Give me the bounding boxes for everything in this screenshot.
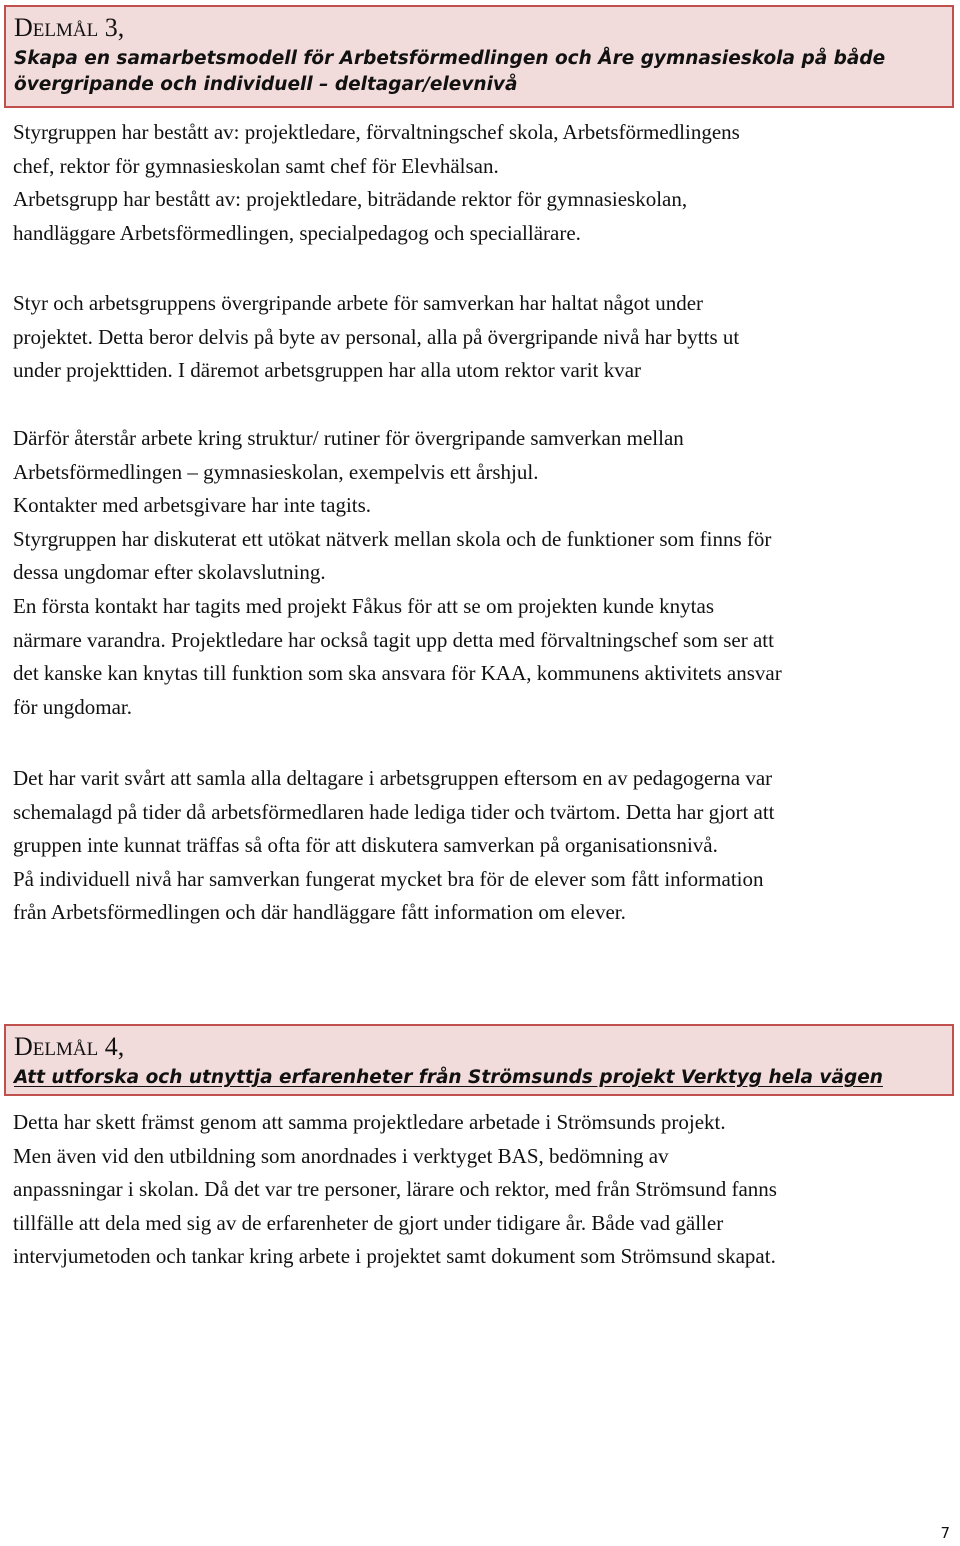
text-line: Därför återstår arbete kring struktur/ rutiner för övergripande samverkan mellan [13,426,684,450]
text-line: intervjumetoden och tankar kring arbete i projektet samt dokument som Strömsund skapat. [13,1244,776,1269]
text-line: det kanske kan knytas till funktion som ska ansvara för KAA, kommunens aktivitets ansvar [13,661,782,686]
delmal-4-title-number: 4, [98,1032,125,1061]
text-line: gruppen inte kunnat träffas så ofta för att diskutera samverkan på organisationsnivå. [13,833,718,858]
text-line: Men även vid den utbildning som anordnades i verktyget BAS, bedömning av [13,1143,669,1168]
paragraph-svart-att-samla [13,762,958,930]
delmal-3-title-rest: ELMÅL [32,20,99,41]
text-line: tillfälle att dela med sig av de erfarenheter de gjort under tidigare år. Både vad gäller [13,1210,724,1235]
text-line: Kontakter med arbetsgivare har inte tagits. [13,493,372,518]
text-line: projektet. Detta beror delvis på byte av personal, alla på övergripande nivå har bytts ut [13,324,740,349]
text-line: under projekttiden. I däremot arbetsgruppen har alla utom rektor varit kvar [13,358,642,383]
text-line: chef, rektor för gymnasieskolan samt chef för Elevhälsan. [13,153,499,178]
text-line: från Arbetsförmedlingen och där handläggare fått information om elever. [13,900,626,925]
delmal-4-title-initial: D [14,1032,33,1061]
delmal-4-subtitle: Att utforska och utnyttja erfarenheter från Strömsunds projekt Verktyg hela vägen [14,1067,883,1088]
text-line: Det har varit svårt att samla alla deltagare i arbetsgruppen eftersom en av pedagogerna var [13,766,773,790]
paragraph-styrgrupp [13,116,958,250]
text-line: På individuell nivå har samverkan fungerat mycket bra för de elever som fått information [13,866,764,891]
delmal-4-heading-box [4,1024,954,1096]
text-line: Styrgruppen har diskuterat ett utökat nätverk mellan skola och de funktioner som finns för [13,526,772,551]
delmal-3-heading-box [4,5,954,108]
delmal-3-title [14,13,952,46]
text-line: schemalagd på tider då arbetsförmedlaren hade lediga tider och tvärtom. Detta har gjort att [13,799,775,824]
delmal-4-title [14,1032,952,1065]
text-line: Detta har skett främst genom att samma projektledare arbetade i Strömsunds projekt. [13,1110,726,1134]
delmal-4-title-rest: ELMÅL [32,1039,99,1060]
paragraph-arbetsgrupp [13,287,958,388]
text-line: för ungdomar. [13,694,132,719]
text-line: En första kontakt har tagits med projekt Fåkus för att se om projekten kunde knytas [13,593,715,618]
text-line: dessa ungdomar efter skolavslutning. [13,560,326,585]
paragraph-stromsund [13,1106,958,1274]
page-number: 7 [940,1524,950,1542]
delmal-3-title-number: 3, [98,13,125,42]
delmal-3-title-initial: D [14,13,33,42]
delmal-3-subtitle-line-2: övergripande och individuell – deltagar/elevnivå [14,74,518,95]
text-line: Styr och arbetsgruppens övergripande arbete för samverkan har haltat något under [13,291,704,315]
delmal-3-subtitle-line-1: Skapa en samarbetsmodell för Arbetsförmedlingen och Åre gymnasieskola på både [14,48,886,69]
paragraph-aterstar [13,422,958,724]
text-line: Styrgruppen har bestått av: projektledare, förvaltningschef skola, Arbetsförmedlingens [13,120,740,144]
text-line: handläggare Arbetsförmedlingen, specialpedagog och speciallärare. [13,220,581,245]
text-line: Arbetsförmedlingen – gymnasieskolan, exempelvis ett årshjul. [13,459,539,484]
text-line: närmare varandra. Projektledare har också tagit upp detta med förvaltningschef som ser att [13,627,774,652]
text-line: anpassningar i skolan. Då det var tre personer, lärare och rektor, med från Strömsund fanns [13,1177,777,1202]
text-line: Arbetsgrupp har bestått av: projektledare, biträdande rektor för gymnasieskolan, [13,187,688,212]
